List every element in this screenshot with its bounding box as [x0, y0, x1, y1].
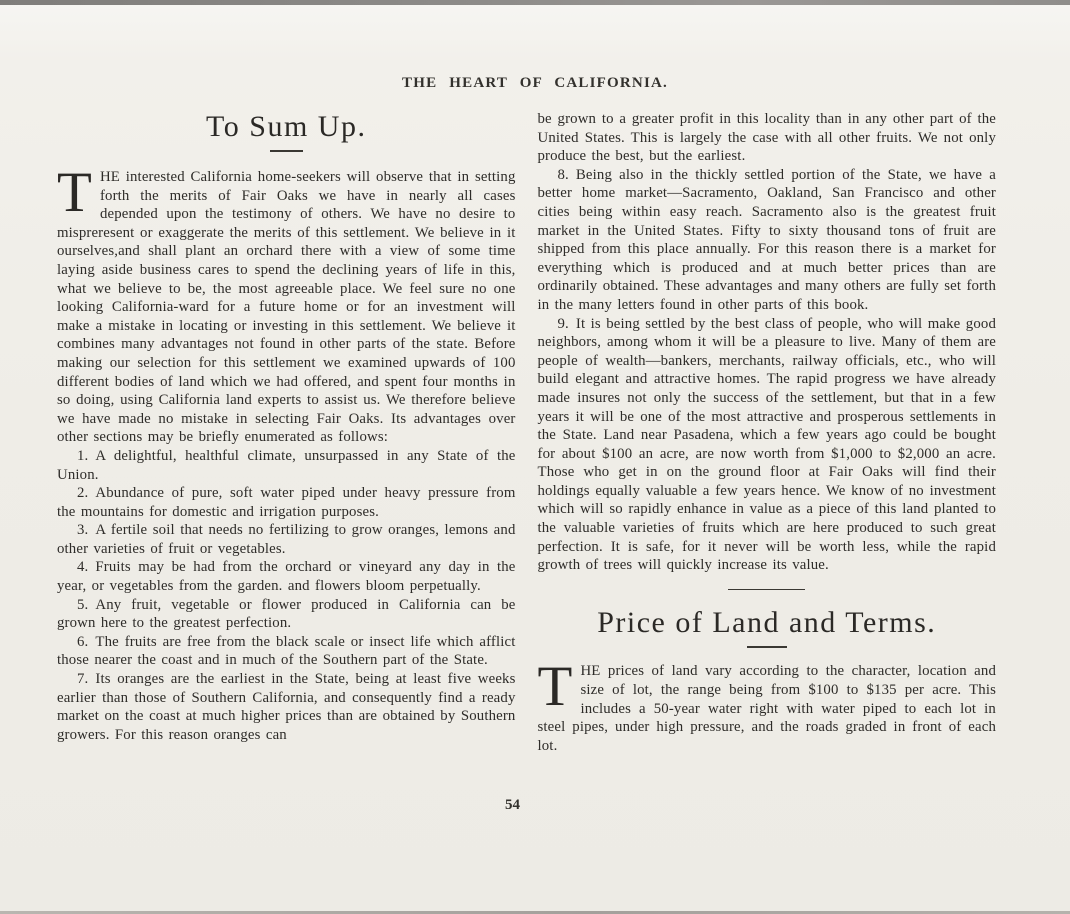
item-number: 5. — [77, 596, 89, 613]
list-item — [57, 670, 516, 744]
price-paragraph — [537, 655, 997, 755]
list-item — [57, 596, 516, 633]
heading-rule — [270, 150, 303, 152]
two-column-layout — [57, 110, 996, 755]
page-number: 54 — [505, 797, 520, 813]
list-item — [57, 447, 516, 484]
item-text: The fruits are free from the black scale or insect life which afflict those nearer the coast and in much of the Southern part of the State. — [57, 633, 516, 669]
item-text: A delightful, healthful climate, unsurpassed in any State of the Union. — [57, 447, 516, 483]
item-number: 2. — [77, 485, 89, 502]
section-divider-rule — [728, 589, 805, 591]
item-text: Abundance of pure, soft water piped under heavy pressure from the mountains for domestic and irrigation purposes. — [57, 485, 516, 520]
list-item — [57, 633, 516, 670]
list-item — [538, 315, 997, 575]
drop-cap: T — [537, 655, 573, 719]
heading-rule — [747, 646, 787, 648]
drop-cap: T — [57, 161, 92, 224]
running-header: THE HEART OF CALIFORNIA. — [402, 75, 668, 91]
price-of-land-section — [538, 589, 997, 755]
right-column — [538, 110, 997, 755]
intro-paragraph — [57, 161, 516, 447]
section-heading-price-of-land: Price of Land and Terms. — [597, 606, 937, 640]
list-item — [57, 521, 516, 558]
left-column — [57, 110, 516, 755]
section-heading-to-sum-up: To Sum Up. — [206, 110, 367, 143]
list-item — [57, 558, 516, 595]
price-text: HE prices of land vary according to the character, location and size of lot, the range being from $100 to $135 per acre. This includes a 50-year water right with water piped to each lot in steel pipes, under high pressure, and the roads graded in front of each lot. — [537, 663, 996, 754]
item-number: 1. — [77, 447, 89, 464]
intro-text: HE interested California home-seekers will observe that in setting forth the merits of Fair Oaks we have in nearly all cases depended upon the testimony of others. We have no desire to mispreresent or exaggerate the merits of this settlement. We believe in it ourselves,and shall plant an orchard there with a view of some time laying aside business cares to spend the declining years of life in this, what we believe to be, the most agreeable place. We feel sure no one looking California-ward for a future home or for an investment will make a mistake in locating or investing in this settlement. We believe it combines many advantages not found in other parts of the state. Before making our selection for this settlement we examined upwards of 100 different bodies of land which we had offered, and spent four months in so doing, using California land experts to assist us. We therefore believe we have made no mistake in selecting Fair Oaks. Its advantages over other sections may be briefly enumerated as follows: — [57, 169, 516, 446]
item-text: A fertile soil that needs no fertilizing to grow oranges, lemons and other varieties of fruit or vegetables. — [57, 522, 516, 557]
item-text: Any fruit, vegetable or flower produced in California can be grown here to the greatest perfection. — [57, 596, 516, 632]
continuation-paragraph: be grown to a greater profit in this locality than in any other part of the United States. This is largely the case with all other fruits. We not only produce the best, but the earliest. — [537, 111, 996, 165]
list-item — [57, 484, 516, 521]
book-page — [0, 5, 1070, 911]
item-text: Its oranges are the earliest in the State, being at least five weeks earlier than those of Southern California, and consequently find a ready market on the coast at much higher prices than are obtained by Southern growers. For this reason oranges can — [57, 671, 516, 743]
item-number: 6. — [77, 633, 89, 650]
item-number: 3. — [77, 522, 89, 539]
item-text: Being also in the thickly settled portion of the State, we have a better home market—Sacramento, Oakland, San Francisco and other cities being within easy reach. Sacramento also is the greatest fruit market in the United States. Fifty to sixty thousand tons of fruit are shipped from this place annually. For this reason there is a market for everything which is produced and at much better prices than are ordinarily obtained. These advantages and many others are fully set forth in the many letters found in other parts of this book. — [537, 166, 996, 313]
item-number: 7. — [77, 671, 89, 688]
list-item — [538, 166, 997, 315]
item-number: 9. — [557, 315, 569, 332]
item-text: Fruits may be had from the orchard or vineyard any day in the year, or vegetables from the garden. and flowers bloom perpetually. — [57, 559, 516, 595]
item-text: It is being settled by the best class of people, who will make good neighbors, among whom it will be a pleasure to live. Many of them are people of wealth—bankers, merchants, railway officials, etc., who will build elegant and attractive homes. The rapid progress we have already made insures not only the success of the settlement, but that in a few years it will be one of the most attractive and prosperous settlements in the State. Land near Pasadena, which a few years ago could be bought for about $100 an acre, are now worth from $1,000 to $2,000 an acre. Those who get in on the ground floor at Fair Oaks will find their holdings equally valuable a few years hence. We know of no investment which will so rapidly enhance in value as a piece of this land planted to the valuable varieties of fruits which are here produced to such great perfection. It is safe, for it never will be worth less, while the rapid growth of trees will quickly increase its value. — [537, 315, 996, 574]
item-number: 4. — [77, 559, 89, 576]
item-number: 8. — [557, 166, 569, 183]
